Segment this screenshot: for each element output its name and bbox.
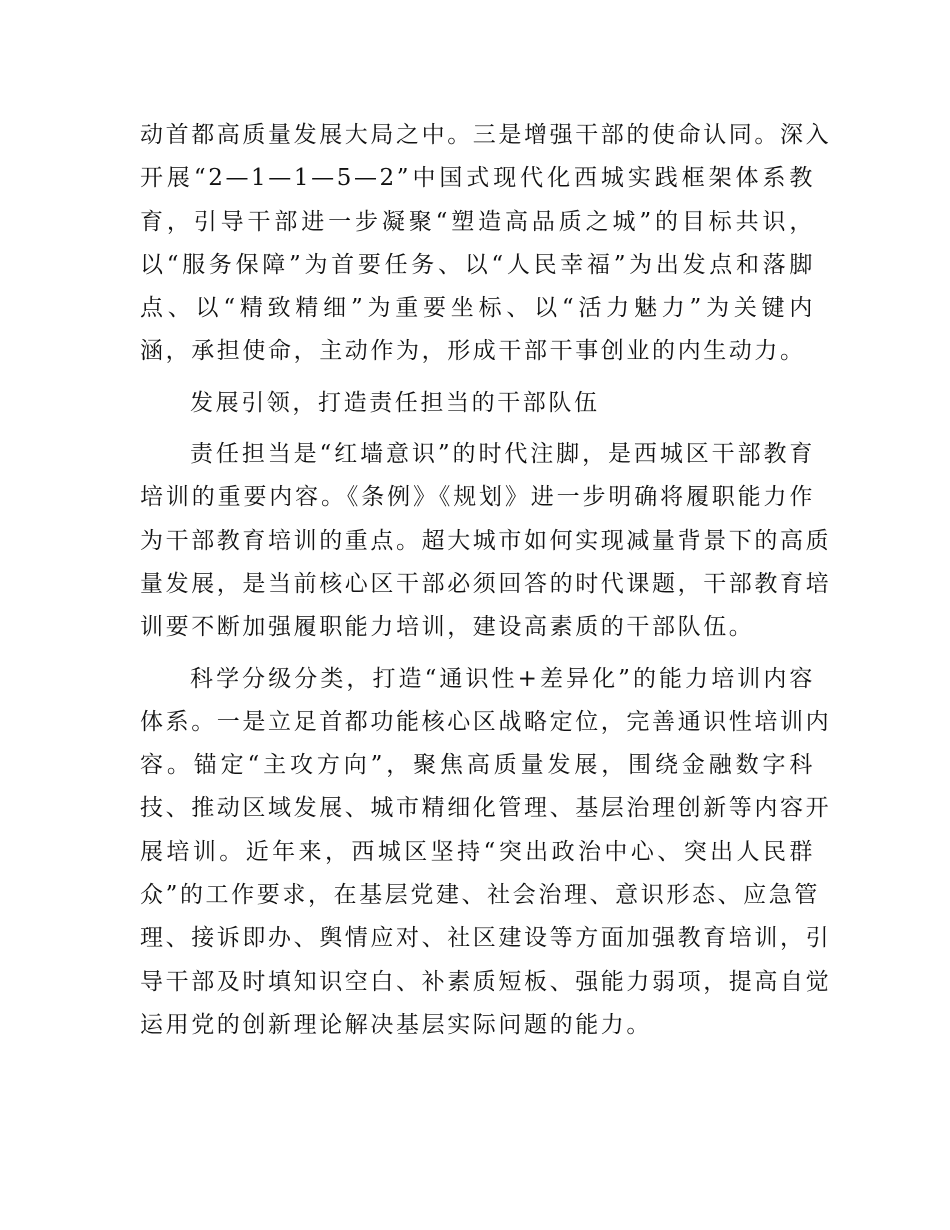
paragraph [140, 433, 832, 649]
text-line: 展培训。近年来，西城区坚持“突出政治中心、突出人民群 [140, 838, 815, 865]
paragraph [140, 658, 832, 1048]
text-line: 量发展，是当前核心区干部必须回答的时代课题，干部教育培 [140, 570, 832, 597]
text-line: 技、推动区域发展、城市精细化管理、基层治理创新等内容开 [140, 795, 832, 822]
paragraph [140, 114, 832, 374]
text-line: 体系。一是立足首都功能核心区战略定位，完善通识性培训内 [140, 708, 832, 735]
section-heading [140, 382, 815, 425]
text-line: 点、以“精致精细”为重要坐标、以“活力魅力”为关键内 [140, 295, 815, 322]
document-body [140, 114, 832, 1047]
text-line: 培训的重要内容。《条例》《规划》进一步明确将履职能力作 [140, 484, 815, 511]
text-line: 育，引导干部进一步凝聚“塑造高品质之城”的目标共识， [140, 208, 815, 235]
text-line: 训要不断加强履职能力培训，建设高素质的干部队伍。 [140, 614, 755, 641]
text-line: 导干部及时填知识空白、补素质短板、强能力弱项，提高自觉 [140, 968, 832, 995]
text-line: 责任担当是“红墙意识”的时代注脚，是西城区干部教育 [190, 441, 815, 468]
text-line: 科学分级分类，打造“通识性+差异化”的能力培训内容 [190, 665, 815, 692]
text-line: 理、接诉即办、舆情应对、社区建设等方面加强教育培训，引 [140, 925, 832, 952]
text-line: 以“服务保障”为首要任务、以“人民幸福”为出发点和落脚 [140, 251, 815, 278]
text-line: 众”的工作要求，在基层党建、社会治理、意识形态、应急管 [140, 882, 820, 909]
text-line: 运用党的创新理论解决基层实际问题的能力。 [140, 1011, 652, 1038]
text-line: 开展“2—1—1—5—2”中国式现代化西城实践框架体系教 [140, 165, 815, 192]
heading-line: 发展引领，打造责任担当的干部队伍 [190, 389, 600, 416]
text-line: 为干部教育培训的重点。超大城市如何实现减量背景下的高质 [140, 527, 832, 554]
text-line: 涵，承担使命，主动作为，形成干部干事创业的内生动力。 [140, 338, 806, 365]
text-line: 动首都高质量发展大局之中。三是增强干部的使命认同。深入 [140, 122, 832, 148]
text-line: 容。锚定“主攻方向”，聚焦高质量发展，围绕金融数字科 [140, 752, 815, 779]
